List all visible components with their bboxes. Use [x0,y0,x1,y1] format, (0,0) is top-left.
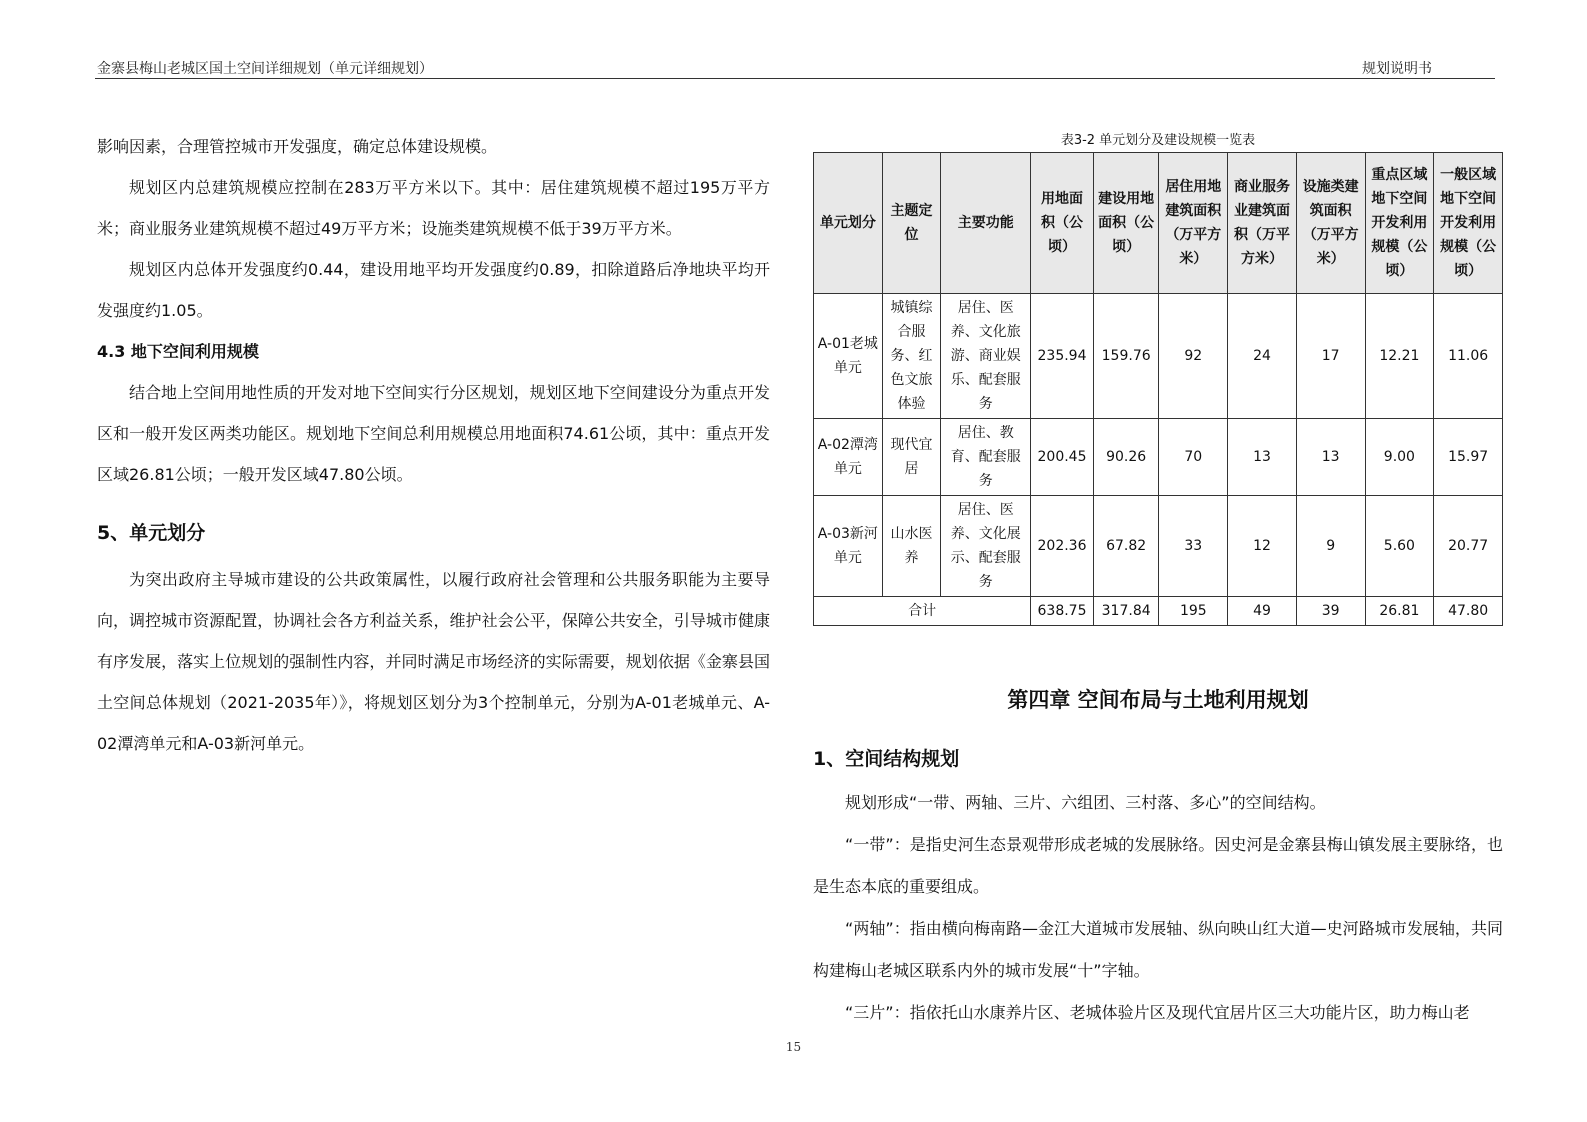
table-header-cell: 居住用地建筑面积（万平方米） [1159,153,1228,294]
table-header-row [814,153,1503,294]
table-header-cell: 商业服务业建筑面积（万平方米） [1228,153,1297,294]
left-column [97,126,770,764]
table-cell: 67.82 [1093,496,1159,597]
heading-spatial-structure: 1、空间结构规划 [813,748,960,770]
table-cell: 638.75 [1031,597,1094,626]
table-cell: 12 [1228,496,1297,597]
table-cell: 居住、教育、配套服务 [941,419,1031,496]
table-cell: 26.81 [1365,597,1434,626]
table-cell: 49 [1228,597,1297,626]
heading-unit-division: 5、单元划分 [97,522,206,544]
table-cell: 9.00 [1365,419,1434,496]
table-cell: 24 [1228,294,1297,419]
table-cell: 17 [1296,294,1365,419]
table-cell: 13 [1228,419,1297,496]
table-cell: 13 [1296,419,1365,496]
table-cell: 5.60 [1365,496,1434,597]
header-document-title: 金寨县梅山老城区国土空间详细规划（单元详细规划） [97,61,433,77]
unit-scale-table [813,152,1503,626]
table-cell: 12.21 [1365,294,1434,419]
table-cell: 居住、医养、文化旅游、商业娱乐、配套服务 [941,294,1031,419]
table-row [814,419,1503,496]
table-cell: A-01老城单元 [814,294,883,419]
right-column [813,126,1503,1034]
table-header-cell: 建设用地面积（公顷） [1093,153,1159,294]
table-cell: A-02潭湾单元 [814,419,883,496]
paragraph-spatial-structure: 规划形成“一带、两轴、三片、六组团、三村落、多心”的空间结构。 [845,793,1326,812]
table-header-cell: 设施类建筑面积（万平方米） [1296,153,1365,294]
heading-underground-space: 4.3 地下空间利用规模 [97,342,259,361]
table-cell: 9 [1296,496,1365,597]
header-divider [95,78,1495,79]
table-row [814,294,1503,419]
paragraph-unit-division: 为突出政府主导城市建设的公共政策属性，以履行政府社会管理和公共服务职能为主要导向，调控城市资源配置，协调社会各方利益关系，维护社会公平，保障公共安全，引导城市健康有序发展，落实上位规划的强制性内容，并同时满足市场经济的实际需要，规划依据《金寨县国土空间总体规划（2021-2035年）》，将规划区划分为3个控制单元，分别为A-01老城单元、A-02潭湾单元和A-03新河单元。 [97,570,770,753]
page-number: 15 [785,1040,802,1054]
table-cell: 居住、医养、文化展示、配套服务 [941,496,1031,597]
table-cell: 11.06 [1434,294,1503,419]
table-cell: 山水医养 [882,496,941,597]
table-cell: 202.36 [1031,496,1094,597]
table-header-cell: 主题定位 [882,153,941,294]
table-header-cell: 一般区域地下空间开发利用规模（公顷） [1434,153,1503,294]
header-document-type: 规划说明书 [1362,61,1432,77]
table-cell: 90.26 [1093,419,1159,496]
table-header-cell: 用地面积（公顷） [1031,153,1094,294]
table-cell: 现代宜居 [882,419,941,496]
paragraph-building-scale: 规划区内总建筑规模应控制在283万平方米以下。其中：居住建筑规模不超过195万平方米；商业服务业建筑规模不超过49万平方米；设施类建筑规模不低于39万平方米。 [97,178,770,238]
paragraph-three-areas: “三片”：指依托山水康养片区、老城体验片区及现代宜居片区三大功能片区，助力梅山老 [845,1003,1470,1022]
table-header-cell: 主要功能 [941,153,1031,294]
paragraph-two-axes: “两轴”：指由横向梅南路—金江大道城市发展轴、纵向映山红大道—史河路城市发展轴，共同构建梅山老城区联系内外的城市发展“十”字轴。 [813,919,1503,980]
table-cell: 317.84 [1093,597,1159,626]
table-cell: 159.76 [1093,294,1159,419]
chapter-title: 第四章 空间布局与土地利用规划 [1007,688,1309,712]
table-cell: 47.80 [1434,597,1503,626]
table-cell: 39 [1296,597,1365,626]
table-cell: A-03新河单元 [814,496,883,597]
table-cell: 15.97 [1434,419,1503,496]
table-cell: 70 [1159,419,1228,496]
table-total-row [814,597,1503,626]
table-row [814,496,1503,597]
table-total-label: 合计 [814,597,1031,626]
paragraph-intro: 影响因素，合理管控城市开发强度，确定总体建设规模。 [97,137,498,156]
table-cell: 33 [1159,496,1228,597]
table-header-cell: 重点区域地下空间开发利用规模（公顷） [1365,153,1434,294]
table-cell: 城镇综合服务、红色文旅体验 [882,294,941,419]
table-caption: 表3-2 单元划分及建设规模一览表 [1060,133,1256,148]
table-cell: 195 [1159,597,1228,626]
paragraph-underground-space: 结合地上空间用地性质的开发对地下空间实行分区规划，规划区地下空间建设分为重点开发区和一般开发区两类功能区。规划地下空间总利用规模总用地面积74.61公顷，其中：重点开发区域26.81公顷；一般开发区域47.80公顷。 [97,383,770,484]
table-cell: 235.94 [1031,294,1094,419]
paragraph-one-belt: “一带”：是指史河生态景观带形成老城的发展脉络。因史河是金寨县梅山镇发展主要脉络，也是生态本底的重要组成。 [813,835,1503,896]
table-header-cell: 单元划分 [814,153,883,294]
table-cell: 200.45 [1031,419,1094,496]
table-cell: 92 [1159,294,1228,419]
paragraph-development-intensity: 规划区内总体开发强度约0.44，建设用地平均开发强度约0.89，扣除道路后净地块平均开发强度约1.05。 [97,260,770,320]
table-cell: 20.77 [1434,496,1503,597]
